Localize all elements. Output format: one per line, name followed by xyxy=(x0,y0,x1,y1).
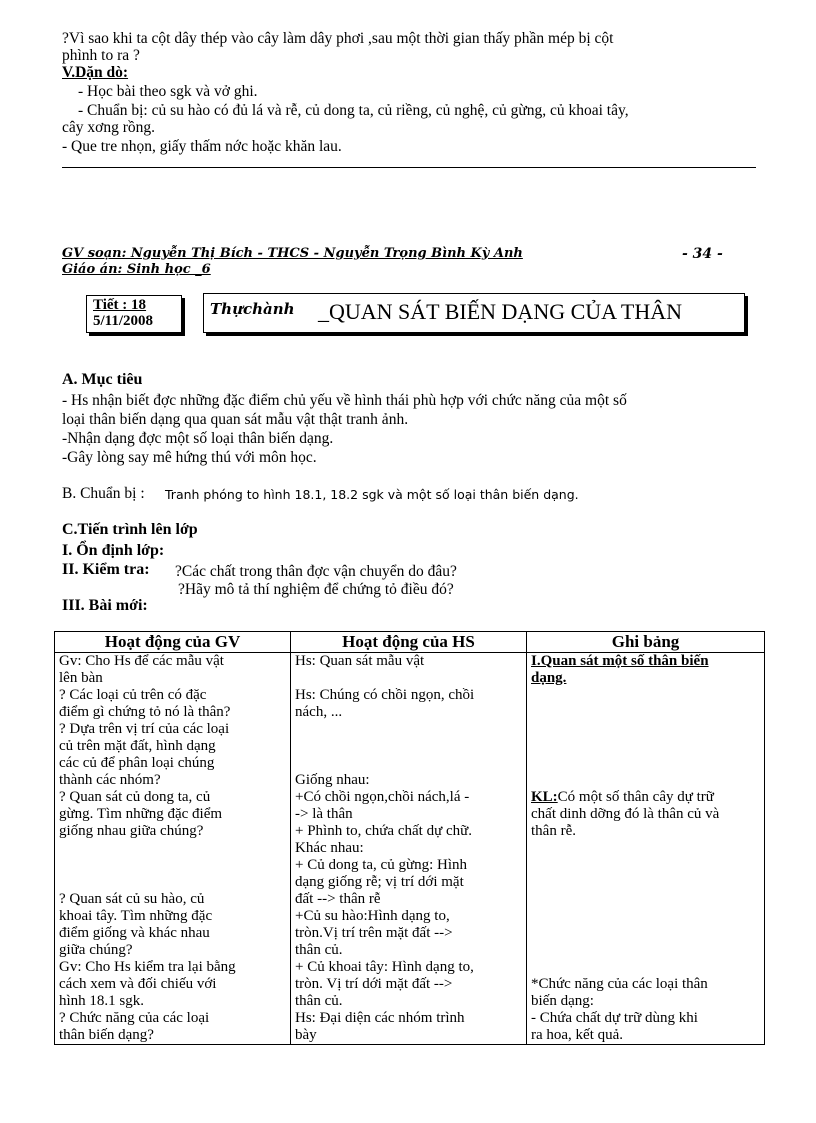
section-a-line-3: -Nhận dạng đợc một số loại thân biến dạng. xyxy=(62,430,334,447)
section-b-label: B. Chuẩn bị : xyxy=(62,485,145,502)
section-c-item-3: III. Bài mới: xyxy=(62,597,148,614)
header-ghi-bang: Ghi bảng xyxy=(527,632,765,653)
section-c-title: C.Tiến trình lên lớp xyxy=(62,521,198,538)
gv-line: thân biến dạng? xyxy=(59,1027,154,1043)
header-hs: Hoạt động của HS xyxy=(291,632,527,653)
gv-line: khoai tây. Tìm những đặc xyxy=(59,908,213,924)
section-c-question-2: ?Hãy mô tả thí nghiệm để chứng tỏ điều đó? xyxy=(178,581,454,598)
gv-line xyxy=(59,840,286,857)
section-a-line-4: -Gây lòng say mê hứng thú với môn học. xyxy=(62,449,317,466)
hs-line: Hs: Quan sát mẫu vật xyxy=(295,653,425,669)
hs-line: nách, ... xyxy=(295,704,343,720)
lesson-title-box xyxy=(203,293,745,333)
hs-line: Hs: Đại diện các nhóm trình xyxy=(295,1010,465,1026)
gv-line: củ trên mặt đất, hình dạng xyxy=(59,738,216,754)
gv-line: ? Các loại củ trên có đặc xyxy=(59,687,207,703)
hs-line: đất --> thân rễ xyxy=(295,891,381,907)
hs-line: + Củ khoai tây: Hình dạng to, xyxy=(295,959,474,975)
separator-line xyxy=(62,167,756,168)
gv-line: lên bàn xyxy=(59,670,103,686)
hs-line: -> là thân xyxy=(295,806,353,822)
lesson-prefix: Thựchành xyxy=(210,300,295,318)
gv-activity-cell xyxy=(55,653,291,1045)
gv-line: điểm gì chứng tỏ nó là thân? xyxy=(59,704,231,720)
gv-line: Gv: Cho Hs kiểm tra lại bằng xyxy=(59,959,236,975)
section-a-line-2: loại thân biến dạng qua quan sát mẫu vật thật tranh ảnh. xyxy=(62,411,409,428)
homework-item-1: - Học bài theo sgk và vở ghi. xyxy=(78,83,258,100)
gv-line: điểm giống và khác nhau xyxy=(59,925,210,941)
hs-line: bày xyxy=(295,1027,317,1043)
gv-line: ? Dựa trên vị trí của các loại xyxy=(59,721,230,737)
gb-note-line: *Chức năng của các loại thân xyxy=(531,976,708,992)
gb-kl-text: Có một số thân cây dự trữ chất dinh dỡng đó là thân củ và thân rễ. xyxy=(531,789,720,839)
gv-line: cách xem và đối chiếu với xyxy=(59,976,217,992)
hs-line xyxy=(295,670,522,687)
hs-line: Hs: Chúng có chồi ngọn, chồi xyxy=(295,687,475,703)
section-a-line-1: - Hs nhận biết đợc những đặc điểm chủ yếu về hình thái phù hợp với chức năng của một số xyxy=(62,392,627,409)
hs-line: +Có chồi ngọn,chồi nách,lá - xyxy=(295,789,470,805)
gb-note-line: - Chứa chất dự trữ dùng khi xyxy=(531,1010,698,1026)
gv-line xyxy=(59,857,286,874)
hs-line: + Củ dong ta, củ gừng: Hình xyxy=(295,857,467,873)
header-subject: Giáo án: Sinh học _6 xyxy=(62,262,211,277)
section-c-item-1: I. Ổn định lớp: xyxy=(62,542,165,559)
gv-line: giữa chúng? xyxy=(59,942,133,958)
gv-line: gừng. Tìm những đặc điểm xyxy=(59,806,223,822)
homework-item-2b: cây xơng rồng. xyxy=(62,119,155,136)
homework-title: V.Dặn dò: xyxy=(62,64,129,81)
lesson-table xyxy=(54,631,765,1045)
homework-item-3: - Que tre nhọn, giấy thấm nớc hoặc khăn lau. xyxy=(62,138,342,155)
header-gv: Hoạt động của GV xyxy=(55,632,291,653)
hs-line: dạng giống rễ; vị trí dới mặt xyxy=(295,874,464,890)
hs-line xyxy=(295,755,522,772)
lesson-date: 5/11/2008 xyxy=(93,313,154,329)
section-b-text: Tranh phóng to hình 18.1, 18.2 sgk và một số loại thân biến dạng. xyxy=(165,487,579,502)
section-a-title: A. Mục tiêu xyxy=(62,371,143,388)
gv-line: giống nhau giữa chúng? xyxy=(59,823,204,839)
hs-line xyxy=(295,721,522,738)
gv-line: ? Quan sát củ su hào, củ xyxy=(59,891,205,907)
gv-line: thành các nhóm? xyxy=(59,772,161,788)
hs-line: tròn. Vị trí dới mặt đất --> xyxy=(295,976,453,992)
table-header-row xyxy=(55,632,765,653)
table-row xyxy=(55,653,765,1045)
hs-line: Khác nhau: xyxy=(295,840,364,856)
gv-line: ? Chức năng của các loại xyxy=(59,1010,210,1026)
page-number: - 34 - xyxy=(682,246,723,262)
gv-line: ? Quan sát củ dong ta, củ xyxy=(59,789,211,805)
hs-line: thân củ. xyxy=(295,993,343,1009)
hs-line: +Củ su hào:Hình dạng to, xyxy=(295,908,450,924)
header-author: GV soạn: Nguyễn Thị Bích - THCS - Nguyễn Trọng Bình Kỳ Anh xyxy=(62,246,523,261)
period-box xyxy=(86,295,182,333)
gb-kl-label: KL: xyxy=(531,789,558,805)
hs-activity-cell xyxy=(291,653,527,1045)
hs-line: Giống nhau: xyxy=(295,772,370,788)
gv-line: hình 18.1 sgk. xyxy=(59,993,145,1009)
gv-line xyxy=(59,874,286,891)
homework-item-2: - Chuẩn bị: củ su hào có đủ lá và rễ, củ dong ta, củ riềng, củ nghệ, củ gừng, củ khoai tây, xyxy=(78,102,629,119)
question-line-1: ?Vì sao khi ta cột dây thép vào cây làm dây phơi ,sau một thời gian thấy phần mép bị cột xyxy=(62,30,614,47)
hs-line: thân củ. xyxy=(295,942,343,958)
ghi-bang-cell xyxy=(527,653,765,1045)
gb-note-line: biến dạng: xyxy=(531,993,594,1009)
gb-title: I.Quan sát một số thân biến dạng. xyxy=(531,653,709,686)
question-line-2: phình to ra ? xyxy=(62,47,140,64)
gv-line: các củ để phân loại chúng xyxy=(59,755,215,771)
section-c-question-1: ?Các chất trong thân đợc vận chuyển do đâu? xyxy=(175,563,457,580)
lesson-title: _QUAN SÁT BIẾN DẠNG CỦA THÂN xyxy=(318,299,683,324)
period-label: Tiết : 18 xyxy=(93,297,147,313)
gv-line: Gv: Cho Hs để các mẫu vật xyxy=(59,653,224,669)
hs-line xyxy=(295,738,522,755)
gb-note-line: ra hoa, kết quả. xyxy=(531,1027,624,1043)
section-c-item-2-label: II. Kiểm tra: xyxy=(62,561,150,578)
hs-line: + Phình to, chứa chất dự chữ. xyxy=(295,823,472,839)
hs-line: tròn.Vị trí trên mặt đất --> xyxy=(295,925,453,941)
